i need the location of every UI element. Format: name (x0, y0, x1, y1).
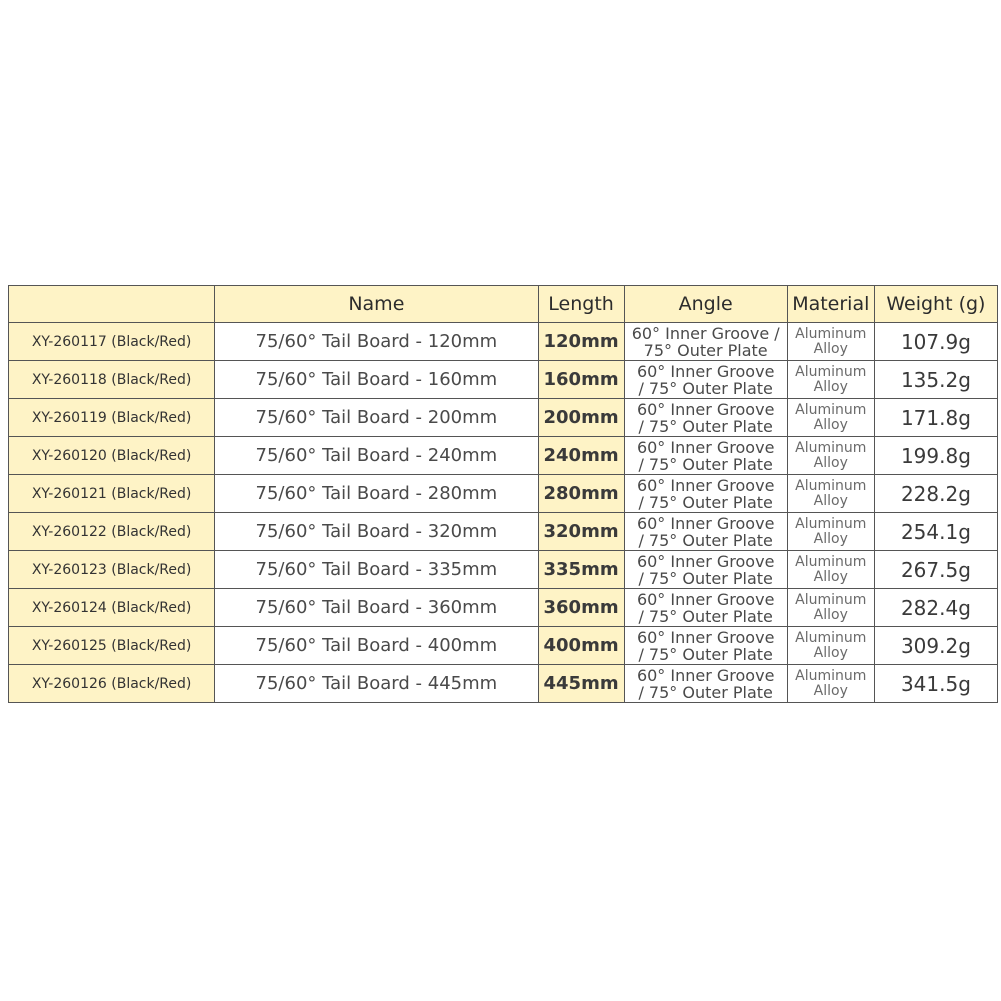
length-cell: 240mm (538, 437, 624, 475)
length-cell: 200mm (538, 399, 624, 437)
angle-cell (624, 551, 787, 589)
angle-cell (624, 475, 787, 513)
header-material: Material (787, 286, 874, 323)
angle-cell (624, 361, 787, 399)
material-line-1: Aluminum (795, 591, 867, 608)
angle-cell (624, 399, 787, 437)
sku-cell: XY-260119 (Black/Red) (9, 399, 215, 437)
angle-line-2: / 75° Outer Plate (638, 568, 773, 588)
material-line-1: Aluminum (795, 401, 867, 418)
name-cell: 75/60° Tail Board - 445mm (215, 665, 538, 703)
angle-cell (624, 589, 787, 627)
sku-cell: XY-260120 (Black/Red) (9, 437, 215, 475)
material-cell (787, 665, 874, 703)
material-line-2: Alloy (813, 340, 848, 357)
material-line-1: Aluminum (795, 515, 867, 532)
table-row (9, 551, 998, 589)
length-cell: 400mm (538, 627, 624, 665)
angle-line-1: 60° Inner Groove (636, 627, 775, 647)
material-cell (787, 437, 874, 475)
angle-line-1: 60° Inner Groove (636, 589, 775, 609)
name-cell: 75/60° Tail Board - 400mm (215, 627, 538, 665)
material-line-2: Alloy (813, 530, 848, 547)
table-row (9, 475, 998, 513)
sku-cell: XY-260125 (Black/Red) (9, 627, 215, 665)
angle-line-2: / 75° Outer Plate (638, 606, 773, 626)
name-cell: 75/60° Tail Board - 200mm (215, 399, 538, 437)
table-row (9, 589, 998, 627)
weight-cell: 267.5g (874, 551, 997, 589)
angle-cell (624, 627, 787, 665)
angle-cell (624, 513, 787, 551)
material-line-1: Aluminum (795, 477, 867, 494)
table-row (9, 399, 998, 437)
name-cell: 75/60° Tail Board - 120mm (215, 323, 538, 361)
angle-line-1: 60° Inner Groove (636, 361, 775, 381)
angle-line-1: 60° Inner Groove (636, 475, 775, 495)
material-line-2: Alloy (813, 378, 848, 395)
material-line-2: Alloy (813, 606, 848, 623)
name-cell: 75/60° Tail Board - 335mm (215, 551, 538, 589)
table-header (9, 286, 998, 323)
table-row (9, 323, 998, 361)
weight-cell: 254.1g (874, 513, 997, 551)
angle-line-2: / 75° Outer Plate (638, 492, 773, 512)
angle-cell (624, 665, 787, 703)
sku-cell: XY-260124 (Black/Red) (9, 589, 215, 627)
material-line-2: Alloy (813, 682, 848, 699)
angle-line-2: / 75° Outer Plate (638, 378, 773, 398)
material-line-1: Aluminum (795, 325, 867, 342)
material-cell (787, 399, 874, 437)
weight-cell: 309.2g (874, 627, 997, 665)
angle-line-1: 60° Inner Groove / (631, 323, 780, 343)
sku-cell: XY-260123 (Black/Red) (9, 551, 215, 589)
material-line-2: Alloy (813, 568, 848, 585)
angle-line-2: / 75° Outer Plate (638, 416, 773, 436)
angle-line-1: 60° Inner Groove (636, 399, 775, 419)
material-line-1: Aluminum (795, 667, 867, 684)
angle-line-1: 60° Inner Groove (636, 437, 775, 457)
weight-cell: 228.2g (874, 475, 997, 513)
name-cell: 75/60° Tail Board - 360mm (215, 589, 538, 627)
length-cell: 335mm (538, 551, 624, 589)
material-cell (787, 627, 874, 665)
table-row (9, 361, 998, 399)
header-sku (9, 286, 215, 323)
header-length: Length (538, 286, 624, 323)
length-cell: 120mm (538, 323, 624, 361)
length-cell: 360mm (538, 589, 624, 627)
material-cell (787, 323, 874, 361)
table-row (9, 513, 998, 551)
weight-cell: 282.4g (874, 589, 997, 627)
sku-cell: XY-260121 (Black/Red) (9, 475, 215, 513)
table-row (9, 665, 998, 703)
weight-cell: 107.9g (874, 323, 997, 361)
angle-line-2: 75° Outer Plate (643, 340, 768, 360)
length-cell: 445mm (538, 665, 624, 703)
header-row (9, 286, 998, 323)
name-cell: 75/60° Tail Board - 320mm (215, 513, 538, 551)
name-cell: 75/60° Tail Board - 280mm (215, 475, 538, 513)
length-cell: 320mm (538, 513, 624, 551)
material-line-2: Alloy (813, 644, 848, 661)
angle-line-1: 60° Inner Groove (636, 551, 775, 571)
material-cell (787, 589, 874, 627)
material-line-1: Aluminum (795, 439, 867, 456)
sku-cell: XY-260122 (Black/Red) (9, 513, 215, 551)
angle-cell (624, 323, 787, 361)
material-line-1: Aluminum (795, 553, 867, 570)
sku-cell: XY-260126 (Black/Red) (9, 665, 215, 703)
angle-line-1: 60° Inner Groove (636, 513, 775, 533)
sku-cell: XY-260117 (Black/Red) (9, 323, 215, 361)
length-cell: 160mm (538, 361, 624, 399)
weight-cell: 135.2g (874, 361, 997, 399)
header-angle: Angle (624, 286, 787, 323)
length-cell: 280mm (538, 475, 624, 513)
table-row (9, 627, 998, 665)
weight-cell: 199.8g (874, 437, 997, 475)
material-cell (787, 475, 874, 513)
angle-cell (624, 437, 787, 475)
spec-table (8, 285, 998, 703)
table-body (9, 323, 998, 703)
header-weight: Weight (g) (874, 286, 997, 323)
angle-line-1: 60° Inner Groove (636, 665, 775, 685)
material-line-2: Alloy (813, 492, 848, 509)
material-cell (787, 551, 874, 589)
name-cell: 75/60° Tail Board - 160mm (215, 361, 538, 399)
sku-cell: XY-260118 (Black/Red) (9, 361, 215, 399)
angle-line-2: / 75° Outer Plate (638, 454, 773, 474)
angle-line-2: / 75° Outer Plate (638, 682, 773, 702)
material-line-2: Alloy (813, 454, 848, 471)
material-line-1: Aluminum (795, 363, 867, 380)
material-line-2: Alloy (813, 416, 848, 433)
material-line-1: Aluminum (795, 629, 867, 646)
name-cell: 75/60° Tail Board - 240mm (215, 437, 538, 475)
table-row (9, 437, 998, 475)
weight-cell: 341.5g (874, 665, 997, 703)
material-cell (787, 513, 874, 551)
material-cell (787, 361, 874, 399)
angle-line-2: / 75° Outer Plate (638, 644, 773, 664)
header-name: Name (215, 286, 538, 323)
angle-line-2: / 75° Outer Plate (638, 530, 773, 550)
weight-cell: 171.8g (874, 399, 997, 437)
